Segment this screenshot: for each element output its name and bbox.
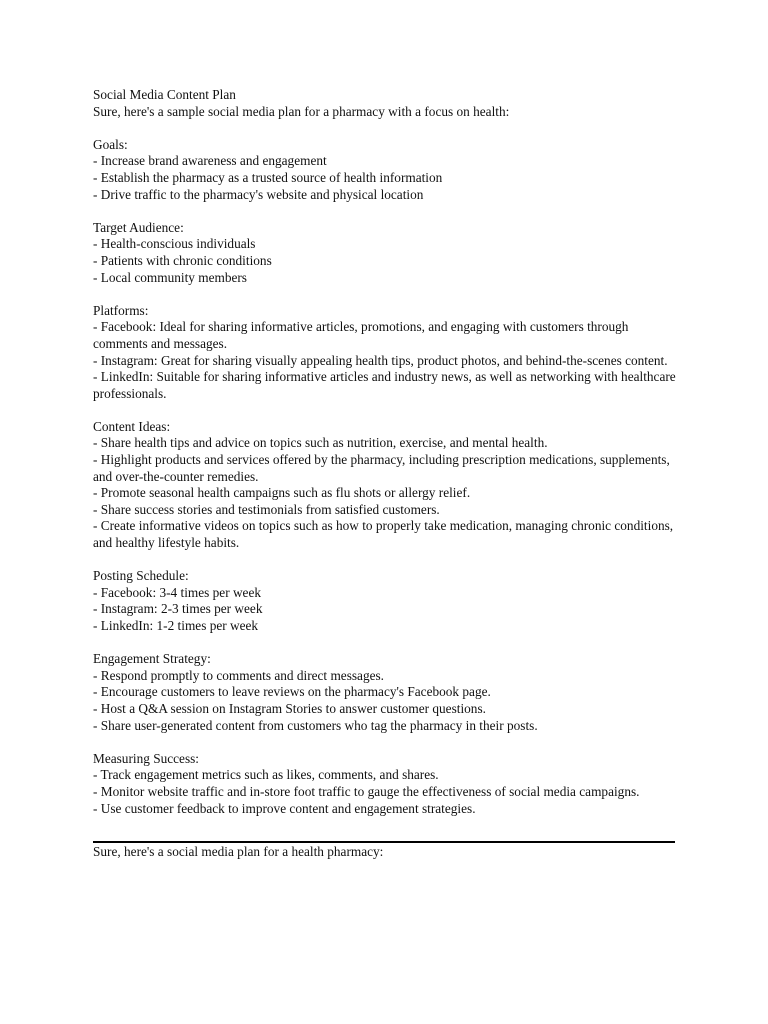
audience-item: - Health-conscious individuals bbox=[93, 236, 256, 252]
platforms-heading: Platforms: bbox=[93, 302, 149, 318]
document-title: Social Media Content Plan bbox=[93, 87, 236, 102]
measuring-item: - Monitor website traffic and in-store foot traffic to gauge the effectiveness of social media campaigns. bbox=[93, 783, 640, 799]
platforms-item: - LinkedIn: Suitable for sharing informative articles and industry news, as well as networking with healthcare professionals. bbox=[93, 369, 676, 401]
measuring-heading: Measuring Success: bbox=[93, 750, 199, 766]
schedule-item: - Facebook: 3-4 times per week bbox=[93, 584, 262, 600]
footer-text: Sure, here's a social media plan for a health pharmacy: bbox=[93, 844, 384, 860]
content-ideas-item: - Create informative videos on topics such as how to properly take medication, managing chronic conditions, and healthy lifestyle habits. bbox=[93, 518, 674, 551]
content-ideas-item: - Share success stories and testimonials from satisfied customers. bbox=[93, 501, 440, 517]
spacer bbox=[93, 120, 683, 137]
schedule-heading: Posting Schedule: bbox=[93, 568, 189, 584]
goals-heading: Goals: bbox=[93, 136, 128, 152]
engagement-item: - Encourage customers to leave reviews on the pharmacy's Facebook page. bbox=[93, 684, 491, 700]
engagement-item: - Share user-generated content from customers who tag the pharmacy in their posts. bbox=[93, 717, 538, 733]
engagement-heading: Engagement Strategy: bbox=[93, 651, 211, 667]
platforms-item: - Facebook: Ideal for sharing informative articles, promotions, and engaging with customers through comments and messages. bbox=[93, 319, 629, 351]
content-ideas-heading: Content Ideas: bbox=[93, 418, 171, 434]
goals-item: - Drive traffic to the pharmacy's website and physical location bbox=[93, 186, 424, 202]
audience-heading: Target Audience: bbox=[93, 219, 184, 235]
content-ideas-item: - Share health tips and advice on topics such as nutrition, exercise, and mental health. bbox=[93, 435, 548, 451]
platforms-item: - Instagram: Great for sharing visually appealing health tips, product photos, and behind-the-scenes content. bbox=[93, 352, 668, 368]
measuring-item: - Track engagement metrics such as likes, comments, and shares. bbox=[93, 767, 439, 783]
intro-text: Sure, here's a sample social media plan for a pharmacy with a focus on health: bbox=[93, 103, 510, 119]
spacer bbox=[93, 734, 683, 751]
spacer bbox=[93, 286, 683, 303]
spacer bbox=[93, 635, 683, 652]
goals-item: - Establish the pharmacy as a trusted source of health information bbox=[93, 169, 443, 185]
audience-item: - Patients with chronic conditions bbox=[93, 252, 272, 268]
engagement-item: - Respond promptly to comments and direct messages. bbox=[93, 667, 384, 683]
content-ideas-item: - Promote seasonal health campaigns such as flu shots or allergy relief. bbox=[93, 485, 471, 501]
spacer bbox=[93, 552, 683, 569]
content-ideas-item: - Highlight products and services offered by the pharmacy, including prescription medications, supplements, and over-the-counter remedies. bbox=[93, 452, 670, 484]
spacer bbox=[93, 203, 683, 220]
schedule-item: - LinkedIn: 1-2 times per week bbox=[93, 618, 259, 633]
audience-item: - Local community members bbox=[93, 269, 247, 285]
horizontal-divider bbox=[93, 841, 675, 843]
schedule-item: - Instagram: 2-3 times per week bbox=[93, 601, 263, 617]
engagement-item: - Host a Q&A session on Instagram Stories to answer customer questions. bbox=[93, 700, 486, 716]
measuring-item: - Use customer feedback to improve content and engagement strategies. bbox=[93, 800, 476, 816]
goals-item: - Increase brand awareness and engagement bbox=[93, 153, 327, 169]
document-page bbox=[93, 87, 683, 861]
spacer bbox=[93, 402, 683, 419]
